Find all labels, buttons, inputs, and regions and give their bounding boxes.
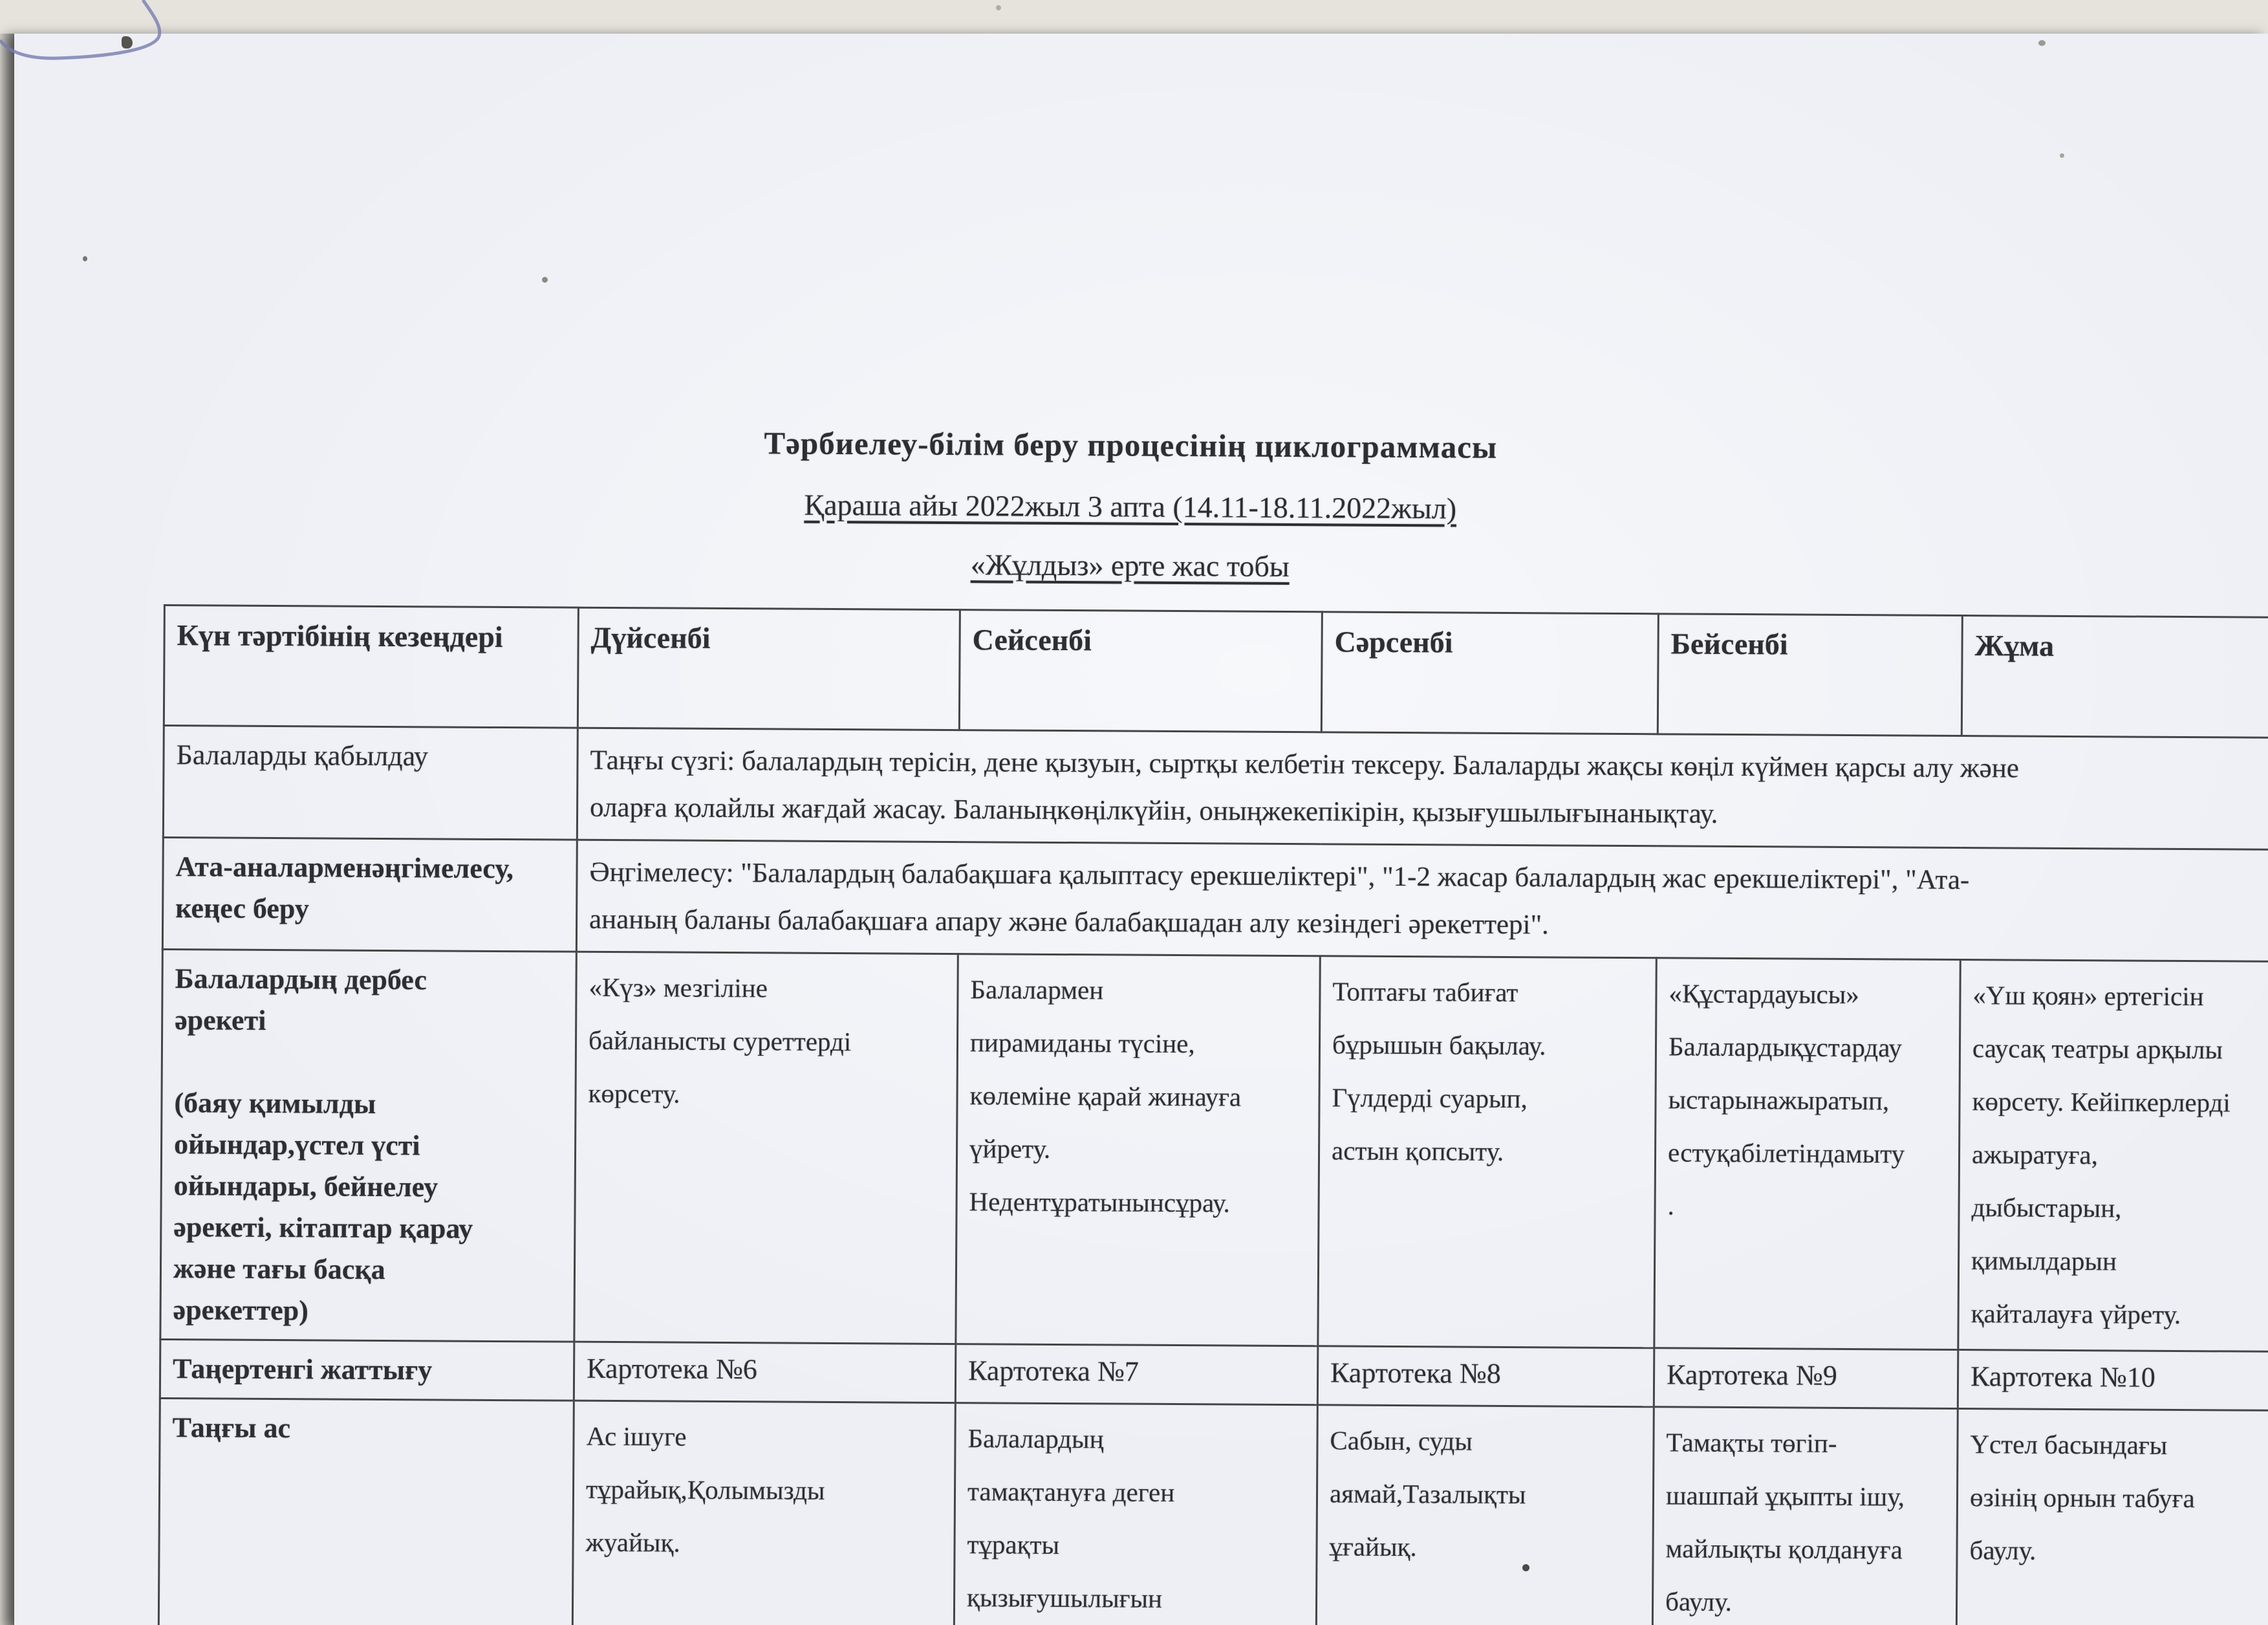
cell-breakfast-tuesday: Балалардың тамақтануға деген тұрақты қызығушылығын bbox=[954, 1403, 1317, 1625]
cell-breakfast-wednesday: Сабын, суды аямай,Тазалықты ұғайық. bbox=[1316, 1405, 1654, 1625]
row-breakfast bbox=[158, 1398, 2268, 1625]
cell-breakfast-monday: Ас ішуге тұрайық,Қолымызды жуайық. bbox=[572, 1401, 955, 1625]
cell-parents-label: Ата-аналарменәңгімелесу, кеңес беру bbox=[162, 838, 577, 952]
page-subtitle-group: «Жұлдыз» ерте жас тобы bbox=[970, 548, 1290, 583]
page-title: Тәрбиелеу-білім беру процесінің циклограммасы bbox=[764, 425, 1498, 465]
paper-sheet bbox=[14, 34, 2268, 1625]
cell-breakfast-thursday: Тамақты төгіп- шашпай ұқыпты ішу, майлықты қолдануға баулу. bbox=[1652, 1407, 1958, 1625]
scan-speck bbox=[2060, 153, 2064, 158]
col-header-tuesday: Сейсенбі bbox=[959, 610, 1322, 732]
cyclogram-table bbox=[158, 604, 2268, 1625]
scan-speck bbox=[83, 256, 87, 261]
cell-reception-content: Таңғы сүзгі: балалардың терісін, дене қызуын, сыртқы келбетін тексеру. Балаларды жақсы көңіл күймен қарсы алу және оларға қолайлы жағдай жасау. Баланыңкөңілкүйін, оныңжекепікірін, қызығушылығынанықтау. bbox=[577, 728, 2268, 850]
col-header-monday: Дүйсенбі bbox=[578, 607, 960, 730]
cell-exercise-monday: Картотека №6 bbox=[574, 1342, 956, 1402]
cell-reception-label: Балаларды қабылдау bbox=[163, 726, 578, 840]
row-reception bbox=[163, 726, 2268, 850]
title-block bbox=[11, 420, 2249, 589]
scan-speck bbox=[2038, 40, 2046, 46]
scan-speck bbox=[1522, 1564, 1529, 1571]
cell-independent-label: Балалардың дербес әрекеті (баяу қимылды ойындар,үстел үсті ойындары, бейнелеу әрекеті, кітаптар қарау және тағы басқа әрекеттер) bbox=[160, 949, 576, 1342]
table-header-row bbox=[164, 605, 2268, 738]
cell-breakfast-friday: Үстел басындағы өзінің орнын табуға баулу. bbox=[1956, 1408, 2268, 1625]
cell-independent-monday: «Күз» мезгіліне байланысты суреттерді көрсету. bbox=[574, 952, 958, 1344]
document-content bbox=[5, 34, 2268, 1625]
page-subtitle-week: Қараша айы 2022жыл 3 апта (14.11-18.11.2022жыл) bbox=[804, 488, 1457, 525]
row-independent-activity bbox=[160, 949, 2268, 1351]
row-parent-talks bbox=[162, 838, 2268, 962]
cell-independent-wednesday: Топтағы табиғат бұрышын бақылау. Гүлдерді суарып, астын қопсыту. bbox=[1318, 956, 1656, 1348]
col-header-thursday: Бейсенбі bbox=[1658, 614, 1962, 736]
col-header-regime: Күн тәртібінің кезеңдері bbox=[164, 605, 578, 728]
cell-exercise-friday: Картотека №10 bbox=[1958, 1350, 2268, 1411]
cell-independent-friday: «Үш қоян» ертегісін саусақ театры арқылы көрсету. Кейіпкерлерді ажыратуға, дыбыстарын, қимылдарын қайталауға үйрету. bbox=[1958, 960, 2268, 1352]
scan-speck bbox=[996, 5, 1001, 10]
col-header-friday: Жұма bbox=[1961, 616, 2268, 738]
cell-parents-content: Әңгімелесу: "Балалардың балабақшаға қалыптасу ерекшеліктері", "1-2 жасар балалардың жас ерекшеліктері", "Ата- ананың баланы балабақшаға апару және балабақшадан алу кезіндегі әрекеттері". bbox=[576, 840, 2268, 962]
scan-speck bbox=[542, 277, 548, 283]
col-header-wednesday: Сәрсенбі bbox=[1321, 612, 1658, 734]
cell-exercise-tuesday: Картотека №7 bbox=[955, 1344, 1318, 1405]
cell-exercise-wednesday: Картотека №8 bbox=[1317, 1346, 1654, 1407]
cell-breakfast-label: Таңғы ас bbox=[158, 1398, 574, 1625]
cell-exercise-thursday: Картотека №9 bbox=[1654, 1348, 1958, 1409]
scan-speck bbox=[122, 36, 133, 49]
cell-exercise-label: Таңертенгі жаттығу bbox=[160, 1339, 574, 1401]
cell-independent-thursday: «Құстардауысы» Балалардықұстардау ыстарынажыратып, естуқабілетіндамыту . bbox=[1654, 958, 1960, 1350]
cell-independent-tuesday: Балалармен пирамиданы түсіне, көлеміне қарай жинауға үйрету. Недентұратынынсұрау. bbox=[956, 954, 1320, 1346]
